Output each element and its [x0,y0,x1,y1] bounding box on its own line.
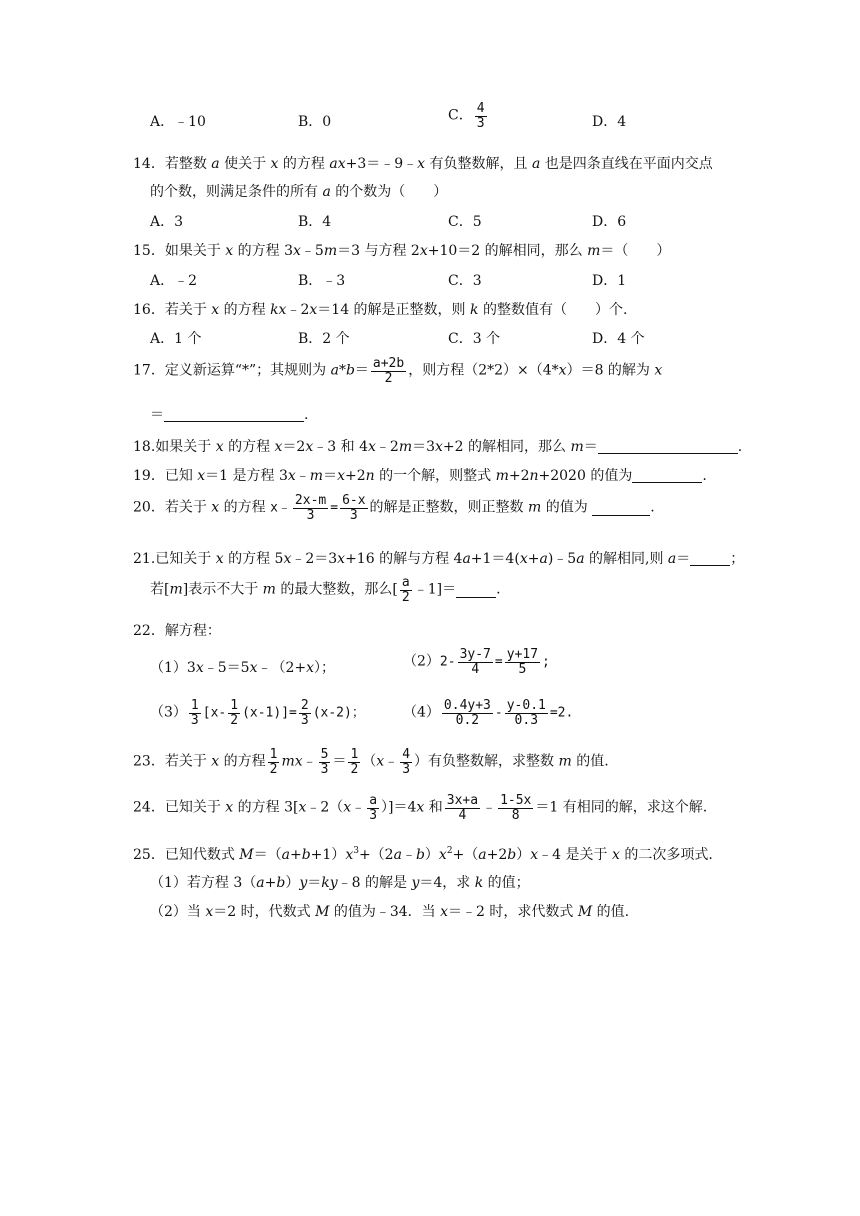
q23-fraction-3: $\frac{1}{2}$ [350,747,359,777]
q19-stem: 19．已知 x＝1 是方程 3x﹣m＝x+2n 的一个解，则整式 m+2n+2020 的值为 . [133,468,707,484]
q13-option-c-fraction: $\frac{4}{3}$ [476,101,485,131]
q22-sub1: （1）3x﹣5＝5x﹣（2+x）； [150,660,336,676]
q22-sub4: （4） $\frac{0.4y+3}{0.2}$ - $\frac{y-0.1}{0.3}$ =2. [403,698,574,728]
q13-option-a: A．﹣10 [150,114,206,130]
q15-option-d: D．1 [592,273,627,289]
q21-line2: 若[m]表示不大于 m 的最大整数，那么[ $\frac{a}{2}$ ﹣1]＝ . [150,575,501,605]
q14-line1: 14．若整数 a 使关于 x 的方程 ax+3＝﹣9﹣x 有负整数解，且 a 也是四条直线在平面内交点 [133,156,713,172]
q22-sub2-fraction-2: $\frac{y+17}{5}$ [506,647,539,677]
q15-option-a: A．﹣2 [150,273,198,289]
q21-answer-blank-floor[interactable] [456,583,496,598]
q25-sub2: （2）当 x＝2 时，代数式 M 的值为﹣34．当 x＝﹣2 时，求代数式 M 的值. [150,904,630,920]
q22-sub3-fraction-2: $\frac{1}{2}$ [230,698,239,728]
q22-sub3-fraction-1: $\frac{1}{3}$ [190,698,199,728]
q16-option-c: C．3 个 [448,331,501,347]
q17-stem: 17．定义新运算“*”；其规则为 a*b＝ $\frac{a+2b}{2}$ ，则方程（2*2）×（4*x）＝8 的解为 x [133,356,663,386]
q24-fraction-3: $\frac{1-5x}{8}$ [500,793,532,823]
q13-option-c-label: C． [448,107,473,124]
q23-fraction-4: $\frac{4}{3}$ [402,747,411,777]
q22-sub2: （2）2- $\frac{3y-7}{4}$ = $\frac{y+17}{5}$ ; [403,647,550,677]
q23-fraction-1: $\frac{1}{2}$ [269,747,278,777]
q22-sub4-fraction-2: $\frac{y-0.1}{0.3}$ [506,698,546,728]
q24-fraction-2: $\frac{3x+a}{4}$ [446,793,479,823]
q21-answer-blank-a[interactable] [690,551,730,566]
q15-stem: 15．如果关于 x 的方程 3x﹣5m＝3 与方程 2x+10＝2 的解相同，那么 m＝（ ） [133,243,671,259]
q14-option-a: A．3 [150,214,184,230]
q14-line2: 的个数，则满足条件的所有 a 的个数为（ ） [150,184,448,200]
q14-option-c: C．5 [448,214,482,230]
q13-option-b: B．0 [298,114,332,130]
q15-option-c: C．3 [448,273,482,289]
q22-sub4-fraction-1: $\frac{0.4y+3}{0.2}$ [443,698,491,728]
q16-option-b: B．2 个 [298,331,350,347]
q17-answer-line: ＝ . [150,407,309,423]
q25-sub1: （1）若方程 3（a+b）y＝ky﹣8 的解是 y＝4，求 k 的值； [150,875,530,891]
q14-option-b: B．4 [298,214,332,230]
q13-option-c [448,102,489,130]
q16-stem: 16．若关于 x 的方程 kx﹣2x＝14 的解是正整数，则 k 的整数值有（ ）个. [133,302,628,318]
q17-answer-blank[interactable] [164,407,304,422]
q18-answer-blank[interactable] [598,439,738,454]
q20-stem: 20．若关于 x 的方程 x﹣ $\frac{2x-m}{3}$ = $\frac{6-x}{3}$ 的解是正整数，则正整数 m 的值为 . [133,493,655,523]
q22-sub3-fraction-3: $\frac{2}{3}$ [300,698,309,728]
q17-fraction: $\frac{a+2b}{2}$ [372,356,405,386]
q24-stem: 24．已知关于 x 的方程 3[x﹣2（x﹣ $\frac{a}{3}$ ）]＝4x 和 $\frac{3x+a}{4}$ ﹣ $\frac{1-5x}{8}$ ＝1 有相同的解，求这个解. [133,793,708,823]
q21-fraction: $\frac{a}{2}$ [401,575,410,605]
q22-sub3: （3） $\frac{1}{3}$ [x- $\frac{1}{2}$ (x-1)]= $\frac{2}{3}$ (x-2)； [150,698,365,728]
q18-stem: 18.如果关于 x 的方程 x＝2x﹣3 和 4x﹣2m＝3x+2 的解相同，那么 m＝ . [133,439,743,455]
q16-option-a: A．1 个 [150,331,202,347]
q16-option-d: D．4 个 [592,331,645,347]
q14-option-d: D．6 [592,214,627,230]
q23-fraction-2: $\frac{5}{3}$ [320,747,329,777]
q20-fraction-right: $\frac{6-x}{3}$ [342,493,366,523]
q20-fraction-left: $\frac{2x-m}{3}$ [294,493,327,523]
q13-option-d: D．4 [592,114,627,130]
q19-answer-blank[interactable] [632,468,702,483]
q15-option-b: B．﹣3 [298,273,346,289]
q22-title: 22．解方程： [133,623,221,639]
q23-stem: 23．若关于 x 的方程 $\frac{1}{2}$ mx﹣ $\frac{5}{3}$ ＝ $\frac{1}{2}$ （x﹣ $\frac{4}{3}$ ）有负整数解，求整数 m 的值. [133,747,609,777]
q25-stem: 25．已知代数式 $M=(a+b+1)x^3+(2a﹣b)x^2+(a+2b)x﹣4$ 是关于 x 的二次多项式. [133,846,713,863]
q21-line1: 21.已知关于 x 的方程 5x﹣2＝3x+16 的解与方程 4a+1＝4(x+a)﹣5a 的解相同,则 a＝ ； [133,551,745,567]
q24-fraction-1: $\frac{a}{3}$ [369,793,378,823]
q20-answer-blank[interactable] [592,501,650,516]
q22-sub2-fraction-1: $\frac{3y-7}{4}$ [459,647,491,677]
